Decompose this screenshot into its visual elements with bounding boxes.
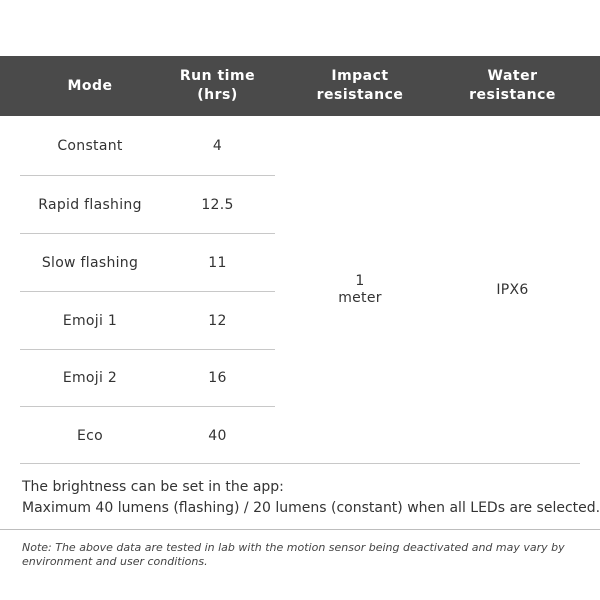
header-water-resistance <box>445 56 580 116</box>
impact-value-line-1: 1 <box>355 273 365 289</box>
header-run-time-line-1: Run time <box>179 68 256 84</box>
header-mode-label: Mode <box>67 77 113 94</box>
header-impact-line-1: Impact <box>331 68 389 84</box>
row-rapid-flashing-run-time: 12.5 <box>201 197 234 213</box>
brightness-line-2: Maximum 40 lumens (flashing) / 20 lumens (constant) when all LEDs are selected. <box>22 500 600 516</box>
row-emoji-2-mode: Emoji 2 <box>62 370 118 386</box>
impact-value-line-2: meter <box>338 290 382 306</box>
header-mode <box>20 56 160 116</box>
water-resistance-value: IPX6 <box>496 281 529 298</box>
row-emoji-1-run-time: 12 <box>208 313 227 329</box>
footnote: Note: The above data are tested in lab with the motion sensor being deactivated and may vary by environment and user conditions. <box>22 541 565 568</box>
impact-resistance-value <box>275 117 445 463</box>
table-bottom-border <box>20 463 580 464</box>
header-water-line-2: resistance <box>469 87 556 103</box>
row-eco-run-time: 40 <box>208 428 227 444</box>
header-water-line-1: Water <box>487 68 538 84</box>
row-rapid-flashing-mode: Rapid flashing <box>38 197 142 213</box>
row-constant-run-time: 4 <box>212 138 223 154</box>
row-slow-flashing-mode: Slow flashing <box>41 255 139 271</box>
row-emoji-2-run-time: 16 <box>208 370 227 386</box>
header-impact-resistance <box>275 56 445 116</box>
footnote-divider <box>0 529 600 530</box>
header-run-time <box>160 56 275 116</box>
row-eco-mode: Eco <box>76 428 103 444</box>
row-constant-mode: Constant <box>57 138 123 154</box>
header-impact-line-2: resistance <box>316 87 404 103</box>
row-slow-flashing-run-time: 11 <box>208 255 227 271</box>
brightness-info <box>22 477 600 519</box>
brightness-line-1: The brightness can be set in the app: <box>22 479 284 495</box>
header-run-time-line-2: (hrs) <box>197 87 238 103</box>
row-emoji-1-mode: Emoji 1 <box>62 313 118 329</box>
